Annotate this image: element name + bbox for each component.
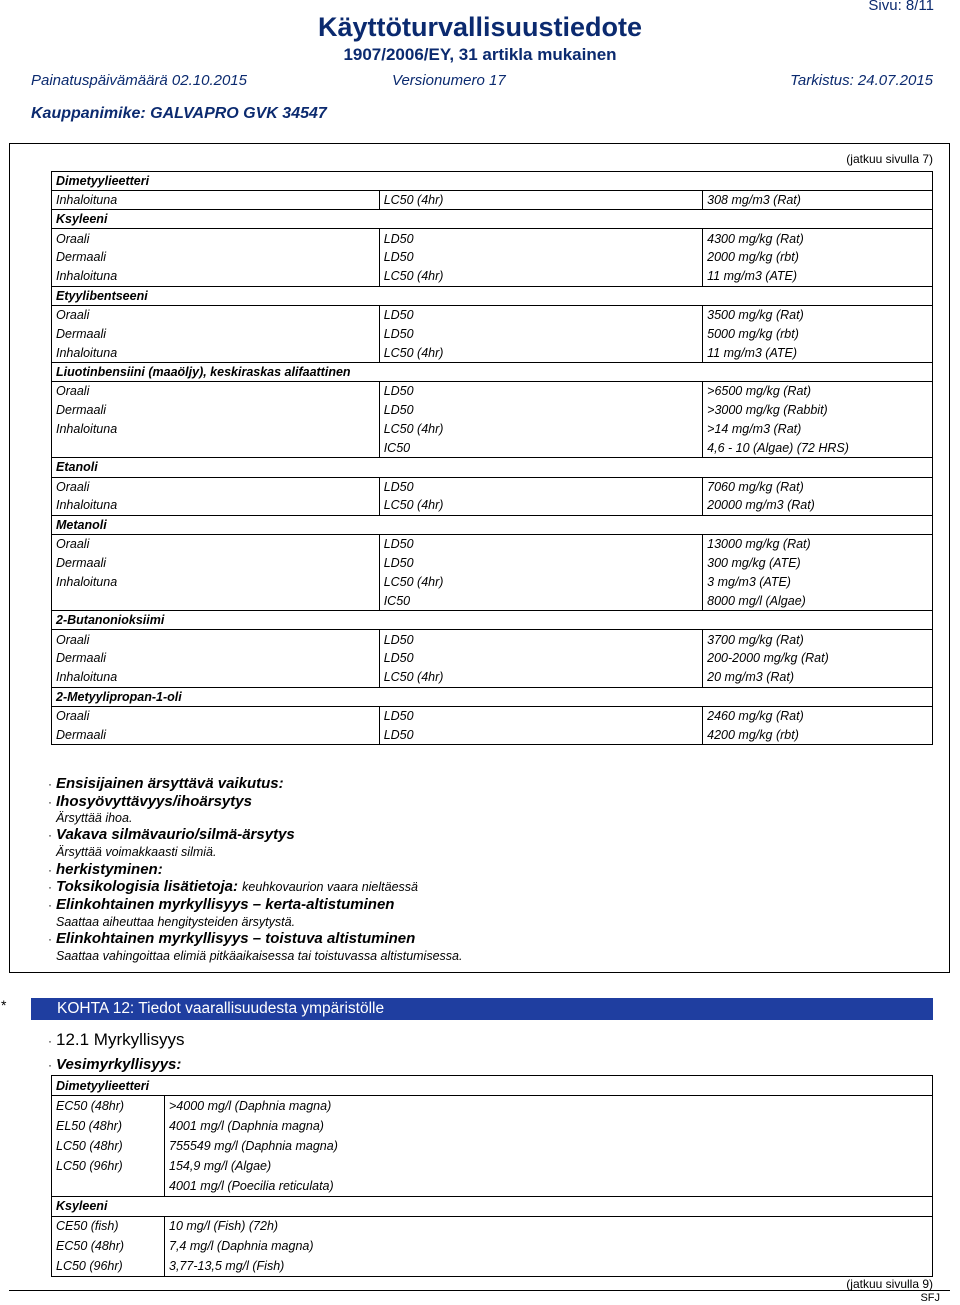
exposure-route: Dermaali: [52, 649, 380, 668]
toxicity-row: [52, 324, 933, 343]
aquatic-row: [52, 1236, 933, 1256]
test-value: 11 mg/m3 (ATE): [703, 267, 933, 286]
revision-marker: *: [1, 997, 7, 1013]
substance-name: Dimetyylieetteri: [52, 172, 933, 191]
substance-name: Dimetyylieetteri: [52, 1076, 933, 1096]
continued-on-note: (jatkuu sivulla 9): [846, 1277, 933, 1291]
exposure-route: Dermaali: [52, 725, 380, 744]
test-value: 20000 mg/m3 (Rat): [703, 496, 933, 515]
test-value: 10 mg/l (Fish) (72h): [165, 1216, 933, 1236]
toxicity-row: [52, 477, 933, 496]
test-type: EC50 (48hr): [52, 1096, 165, 1116]
test-type: LD50: [379, 305, 702, 324]
exposure-route: Inhaloituna: [52, 267, 380, 286]
test-value: >14 mg/m3 (Rat): [703, 420, 933, 439]
toxicity-row: [52, 248, 933, 267]
toxicity-row: [52, 267, 933, 286]
section-12-title: KOHTA 12: Tiedot vaarallisuudesta ympäristölle: [57, 1000, 385, 1017]
test-value: 8000 mg/l (Algae): [703, 592, 933, 611]
toxicity-row: [52, 553, 933, 572]
sensitisation-heading: herkistyminen:: [56, 861, 163, 878]
substance-row: [52, 362, 933, 381]
test-type: LD50: [379, 706, 702, 725]
test-type: [52, 1176, 165, 1196]
test-value: 308 mg/m3 (Rat): [703, 191, 933, 210]
test-value: 4,6 - 10 (Algae) (72 HRS): [703, 439, 933, 458]
test-type: LD50: [379, 248, 702, 267]
test-type: LC50 (48hr): [52, 1136, 165, 1156]
exposure-route: Inhaloituna: [52, 496, 380, 515]
primary-irritant-heading: Ensisijainen ärsyttävä vaikutus:: [56, 775, 284, 792]
stot-repeated-heading: Elinkohtainen myrkyllisyys – toistuva altistuminen: [56, 930, 416, 947]
test-value: 7060 mg/kg (Rat): [703, 477, 933, 496]
substance-name: 2-Butanonioksiimi: [52, 611, 933, 630]
exposure-route: Dermaali: [52, 553, 380, 572]
test-value: 4300 mg/kg (Rat): [703, 229, 933, 248]
test-value: 755549 mg/l (Daphnia magna): [165, 1136, 933, 1156]
substance-name: Metanoli: [52, 515, 933, 534]
aquatic-row: [52, 1136, 933, 1156]
print-date: Painatuspäivämäärä 02.10.2015: [31, 72, 247, 89]
toxicity-row: [52, 420, 933, 439]
exposure-route: Oraali: [52, 229, 380, 248]
toxicity-row: [52, 382, 933, 401]
aquatic-row: [52, 1116, 933, 1136]
test-type: LC50 (4hr): [379, 191, 702, 210]
test-value: 20 mg/m3 (Rat): [703, 668, 933, 687]
test-type: LD50: [379, 324, 702, 343]
substance-name: Ksyleeni: [52, 210, 933, 229]
exposure-route: Oraali: [52, 382, 380, 401]
bullet-dot: ·: [48, 880, 52, 894]
toxicity-subheading: 12.1 Myrkyllisyys: [56, 1030, 185, 1049]
aquatic-toxicity-heading: Vesimyrkyllisyys:: [56, 1056, 182, 1073]
toxicity-row: [52, 229, 933, 248]
exposure-route: Dermaali: [52, 324, 380, 343]
test-value: 2000 mg/kg (rbt): [703, 248, 933, 267]
bullet-dot: ·: [48, 795, 52, 809]
revision-date: Tarkistus: 24.07.2015: [790, 72, 933, 89]
aquatic-row: [52, 1256, 933, 1276]
test-type: LD50: [379, 534, 702, 553]
toxicity-row: [52, 401, 933, 420]
substance-row: [52, 172, 933, 191]
substance-name: Etanoli: [52, 458, 933, 477]
tox-info-line: [56, 878, 418, 895]
aquatic-row: [52, 1096, 933, 1116]
test-type: LD50: [379, 725, 702, 744]
test-type: EC50 (48hr): [52, 1236, 165, 1256]
test-type: IC50: [379, 439, 702, 458]
test-value: >3000 mg/kg (Rabbit): [703, 401, 933, 420]
exposure-route: Dermaali: [52, 401, 380, 420]
toxicity-row: [52, 305, 933, 324]
substance-name: Etyylibentseeni: [52, 286, 933, 305]
aquatic-toxicity-table: [51, 1075, 933, 1277]
substance-row: [52, 210, 933, 229]
test-value: 13000 mg/kg (Rat): [703, 534, 933, 553]
substance-row: [52, 687, 933, 706]
test-value: >4000 mg/l (Daphnia magna): [165, 1096, 933, 1116]
substance-row: [52, 458, 933, 477]
test-type: CE50 (fish): [52, 1216, 165, 1236]
stot-repeated-text: Saattaa vahingoittaa elimiä pitkäaikaisessa tai toistuvassa altistumisessa.: [56, 949, 463, 963]
toxicity-row: [52, 668, 933, 687]
test-type: LC50 (4hr): [379, 420, 702, 439]
toxicity-row: [52, 725, 933, 744]
stot-single-heading: Elinkohtainen myrkyllisyys – kerta-altistuminen: [56, 896, 395, 913]
page-number: Sivu: 8/11: [868, 0, 934, 14]
exposure-route: Inhaloituna: [52, 668, 380, 687]
substance-name: Liuotinbensiini (maaöljy), keskiraskas alifaattinen: [52, 362, 933, 381]
stot-single-text: Saattaa aiheuttaa hengitysteiden ärsytystä.: [56, 915, 296, 929]
eye-damage-text: Ärsyttää voimakkaasti silmiä.: [56, 845, 217, 859]
exposure-route: Oraali: [52, 706, 380, 725]
test-value: 200-2000 mg/kg (Rat): [703, 649, 933, 668]
aquatic-row: [52, 1216, 933, 1236]
exposure-route: Inhaloituna: [52, 420, 380, 439]
exposure-route: [52, 439, 380, 458]
toxicity-row: [52, 630, 933, 649]
test-value: 154,9 mg/l (Algae): [165, 1156, 933, 1176]
test-type: IC50: [379, 592, 702, 611]
test-value: 2460 mg/kg (Rat): [703, 706, 933, 725]
skin-irritation-text: Ärsyttää ihoa.: [56, 811, 133, 825]
substance-name: 2-Metyylipropan-1-oli: [52, 687, 933, 706]
bullet-dot: ·: [48, 932, 52, 946]
substance-row: [52, 286, 933, 305]
exposure-route: Oraali: [52, 534, 380, 553]
bullet-dot: ·: [48, 898, 52, 912]
exposure-route: Oraali: [52, 630, 380, 649]
test-value: 3,77-13,5 mg/l (Fish): [165, 1256, 933, 1276]
substance-row: [52, 1196, 933, 1216]
test-type: LD50: [379, 401, 702, 420]
bullet-dot: ·: [48, 1034, 52, 1048]
substance-row: [52, 611, 933, 630]
test-type: LD50: [379, 477, 702, 496]
exposure-route: Oraali: [52, 305, 380, 324]
test-value: 11 mg/m3 (ATE): [703, 343, 933, 362]
eye-damage-heading: Vakava silmävaurio/silmä-ärsytys: [56, 826, 295, 843]
exposure-route: Dermaali: [52, 248, 380, 267]
continued-from-note: (jatkuu sivulla 7): [846, 152, 933, 166]
exposure-route: [52, 592, 380, 611]
test-value: 7,4 mg/l (Daphnia magna): [165, 1236, 933, 1256]
test-type: LC50 (4hr): [379, 572, 702, 591]
toxicity-row: [52, 439, 933, 458]
test-value: 3 mg/m3 (ATE): [703, 572, 933, 591]
section-12-frame-bottom: [9, 1290, 950, 1291]
section-12-header: [31, 998, 933, 1020]
toxicity-row: [52, 191, 933, 210]
exposure-route: Inhaloituna: [52, 572, 380, 591]
test-type: LC50 (96hr): [52, 1156, 165, 1176]
substance-row: [52, 515, 933, 534]
test-type: LD50: [379, 382, 702, 401]
toxicity-row: [52, 706, 933, 725]
test-type: LD50: [379, 229, 702, 248]
substance-name: Ksyleeni: [52, 1196, 933, 1216]
test-value: 300 mg/kg (ATE): [703, 553, 933, 572]
aquatic-row: [52, 1156, 933, 1176]
document-subtitle: 1907/2006/EY, 31 artikla mukainen: [343, 45, 617, 64]
document-title: Käyttöturvallisuustiedote: [317, 12, 643, 42]
bullet-dot: ·: [48, 863, 52, 877]
toxicity-row: [52, 649, 933, 668]
exposure-route: Inhaloituna: [52, 191, 380, 210]
test-type: LC50 (4hr): [379, 496, 702, 515]
toxicity-row: [52, 534, 933, 553]
test-value: 5000 mg/kg (rbt): [703, 324, 933, 343]
test-type: LD50: [379, 649, 702, 668]
footer-code: SFJ: [920, 1292, 940, 1304]
tox-info-heading: Toksikologisia lisätietoja:: [56, 878, 238, 895]
test-value: >6500 mg/kg (Rat): [703, 382, 933, 401]
toxicity-row: [52, 592, 933, 611]
bullet-dot: ·: [48, 1058, 52, 1072]
bullet-dot: ·: [48, 777, 52, 791]
product-name: Kauppanimike: GALVAPRO GVK 34547: [31, 105, 327, 122]
toxicity-table: [51, 171, 933, 745]
aquatic-row: [52, 1176, 933, 1196]
test-value: 3700 mg/kg (Rat): [703, 630, 933, 649]
test-type: LD50: [379, 630, 702, 649]
tox-info-text: keuhkovaurion vaara nieltäessä: [242, 880, 418, 894]
test-type: EL50 (48hr): [52, 1116, 165, 1136]
test-type: LC50 (4hr): [379, 343, 702, 362]
version-number: Versionumero 17: [392, 72, 506, 89]
test-value: 4001 mg/l (Daphnia magna): [165, 1116, 933, 1136]
skin-irritation-heading: Ihosyövyttävyys/ihoärsytys: [56, 793, 252, 810]
toxicity-row: [52, 343, 933, 362]
exposure-route: Inhaloituna: [52, 343, 380, 362]
exposure-route: Oraali: [52, 477, 380, 496]
test-value: 4001 mg/l (Poecilia reticulata): [165, 1176, 933, 1196]
test-type: LC50 (4hr): [379, 668, 702, 687]
test-type: LC50 (96hr): [52, 1256, 165, 1276]
test-value: 3500 mg/kg (Rat): [703, 305, 933, 324]
test-type: LC50 (4hr): [379, 267, 702, 286]
toxicity-row: [52, 496, 933, 515]
substance-row: [52, 1076, 933, 1096]
test-type: LD50: [379, 553, 702, 572]
toxicity-row: [52, 572, 933, 591]
test-value: 4200 mg/kg (rbt): [703, 725, 933, 744]
bullet-dot: ·: [48, 828, 52, 842]
